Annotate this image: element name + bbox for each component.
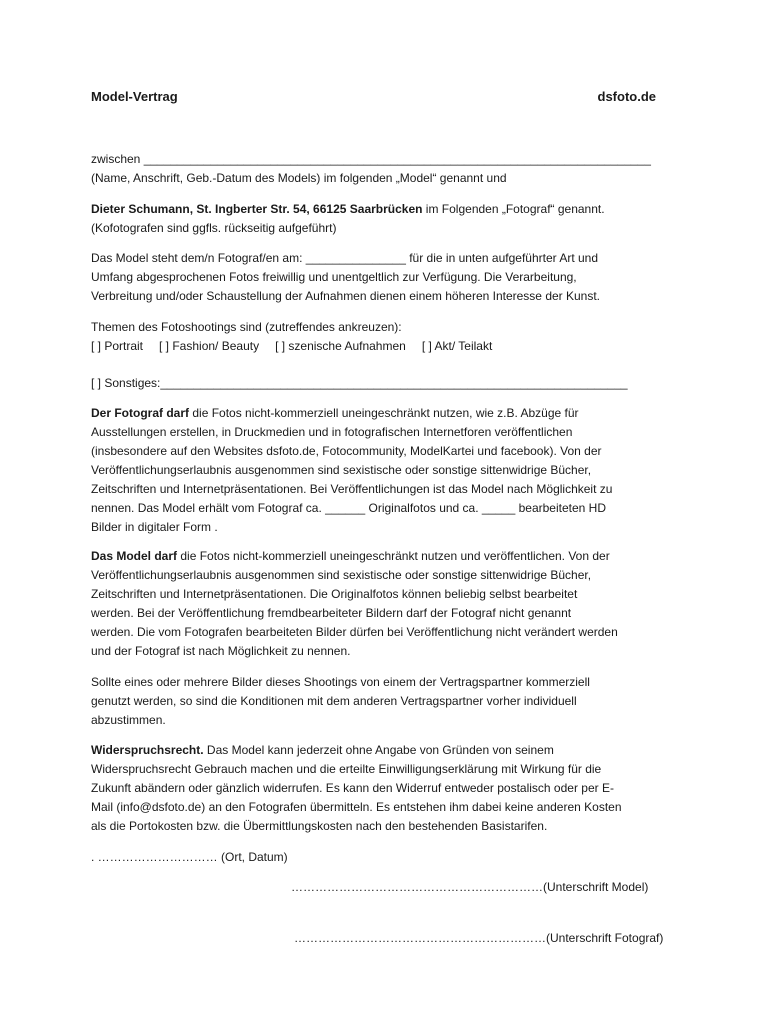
theme-option-nude[interactable]: [ ] Akt/ Teilakt [421, 339, 493, 353]
revocation-section [91, 741, 681, 836]
revocation-line: als die Portokosten bzw. die Übermittlungskosten nach den bestehenden Basistarifen. [91, 819, 548, 833]
rights-heading: Das Model darf [91, 549, 178, 563]
rights-line: werden. Bei der Veröffentlichung fremdbearbeiteter Bildern darf der Fotograf nicht genannt [91, 606, 572, 620]
theme-option-other[interactable]: [ ] Sonstiges:______________________________________________________________________ [91, 376, 628, 390]
commercial-section [91, 673, 681, 730]
rights-line: und der Fotograf ist nach Möglichkeit zu nennen. [91, 644, 351, 658]
parties-section [91, 150, 681, 188]
model-rights-section [91, 547, 681, 661]
other-theme-section [91, 374, 681, 393]
revocation-heading: Widerspruchsrecht. [91, 743, 204, 757]
revocation-line: Mail (info@dsfoto.de) an den Fotografen übermitteln. Es entstehen ihm dabei keine anderen Kosten [91, 800, 622, 814]
rights-line: Veröffentlichungserlaubnis ausgenommen sind sexistische oder sonstige sittenwidrige Bücher, [91, 463, 592, 477]
intro-line: Das Model steht dem/n Fotograf/en am: _______________ für die in unten aufgeführter Art und [91, 251, 599, 265]
theme-option-scenic[interactable]: [ ] szenische Aufnahmen [275, 339, 406, 353]
photographer-line [91, 200, 681, 219]
intro-line: Umfang abgesprochenen Fotos freiwillig und unentgeltlich zur Verfügung. Die Verarbeitung, [91, 270, 577, 284]
rights-line: werden. Die vom Fotografen bearbeiteten Bilder dürfen bei Veröffentlichung nicht verändert werden [91, 625, 618, 639]
commercial-line: abzustimmen. [91, 713, 166, 727]
revocation-line [91, 741, 681, 760]
theme-option-fashion[interactable]: [ ] Fashion/ Beauty [159, 339, 260, 353]
themes-section [91, 318, 681, 356]
model-signature-line[interactable]: ………………………………………………………(Unterschrift Model) [291, 880, 649, 894]
place-date-line[interactable]: . ………………………… (Ort, Datum) [91, 850, 288, 864]
revocation-line: Zukunft abändern oder gänzlich widerrufen. Es kann den Widerruf entweder postalisch oder per E- [91, 781, 614, 795]
rights-line [91, 404, 681, 423]
commercial-line: Sollte eines oder mehrere Bilder dieses Shootings von einem der Vertragspartner kommerziell [91, 675, 590, 689]
intro-section [91, 249, 681, 306]
site-name: dsfoto.de [597, 89, 656, 104]
themes-label: Themen des Fotoshootings sind (zutreffendes ankreuzen): [91, 320, 402, 334]
photographer-name: Dieter Schumann, St. Ingberter Str. 54, 66125 Saarbrücken [91, 202, 423, 216]
parties-line: zwischen ____________________________________________________________________________ [91, 152, 651, 166]
rights-text: die Fotos nicht-kommerziell uneingeschränkt nutzen und veröffentlichen. Von der [177, 549, 610, 563]
rights-line: Bilder in digitaler Form . [91, 520, 218, 534]
rights-line: Zeitschriften und Internetpräsentationen. Die Originalfotos können beliebig selbst bearbeitet [91, 587, 578, 601]
themes-options [91, 337, 681, 356]
rights-line: Ausstellungen erstellen, in Druckmedien und in fotografischen Internetforen veröffentlichen [91, 425, 573, 439]
rights-line: (insbesondere auf den Websites dsfoto.de, Fotocommunity, ModelKartei und facebook). Von der [91, 444, 602, 458]
rights-text: die Fotos nicht-kommerziell uneingeschränkt nutzen, wie z.B. Abzüge für [189, 406, 579, 420]
rights-line: Veröffentlichungserlaubnis ausgenommen sind sexistische oder sonstige sittenwidrige Bücher, [91, 568, 592, 582]
parties-line: (Name, Anschrift, Geb.-Datum des Models) im folgenden „Model“ genannt und [91, 171, 507, 185]
intro-line: Verbreitung und/oder Schaustellung der Aufnahmen dienen einem höheren Interesse der Kunst. [91, 289, 601, 303]
rights-heading: Der Fotograf darf [91, 406, 190, 420]
photographer-rights-section [91, 404, 681, 537]
photographer-section [91, 200, 681, 238]
photographer-note: (Kofotografen sind ggfls. rückseitig aufgeführt) [91, 221, 337, 235]
document-title: Model-Vertrag [91, 89, 178, 104]
revocation-line: Widerspruchsrecht Gebrauch machen und die erteilte Einwilligungserklärung mit Wirkung für die [91, 762, 602, 776]
rights-line: nennen. Das Model erhält vom Fotograf ca. ______ Originalfotos und ca. _____ bearbeiteten HD [91, 501, 606, 515]
photographer-signature-line[interactable]: ………………………………………………………(Unterschrift Fotograf) [294, 931, 664, 945]
revocation-text: Das Model kann jederzeit ohne Angabe von Gründen von seinem [203, 743, 554, 757]
photographer-rest: im Folgenden „Fotograf“ genannt. [422, 202, 605, 216]
theme-option-portrait[interactable]: [ ] Portrait [91, 339, 144, 353]
rights-line: Zeitschriften und Internetpräsentationen. Bei Veröffentlichungen ist das Model nach Möglichkeit zu [91, 482, 613, 496]
commercial-line: genutzt werden, so sind die Konditionen mit dem anderen Vertragspartner vorher individuell [91, 694, 577, 708]
rights-line [91, 547, 681, 566]
